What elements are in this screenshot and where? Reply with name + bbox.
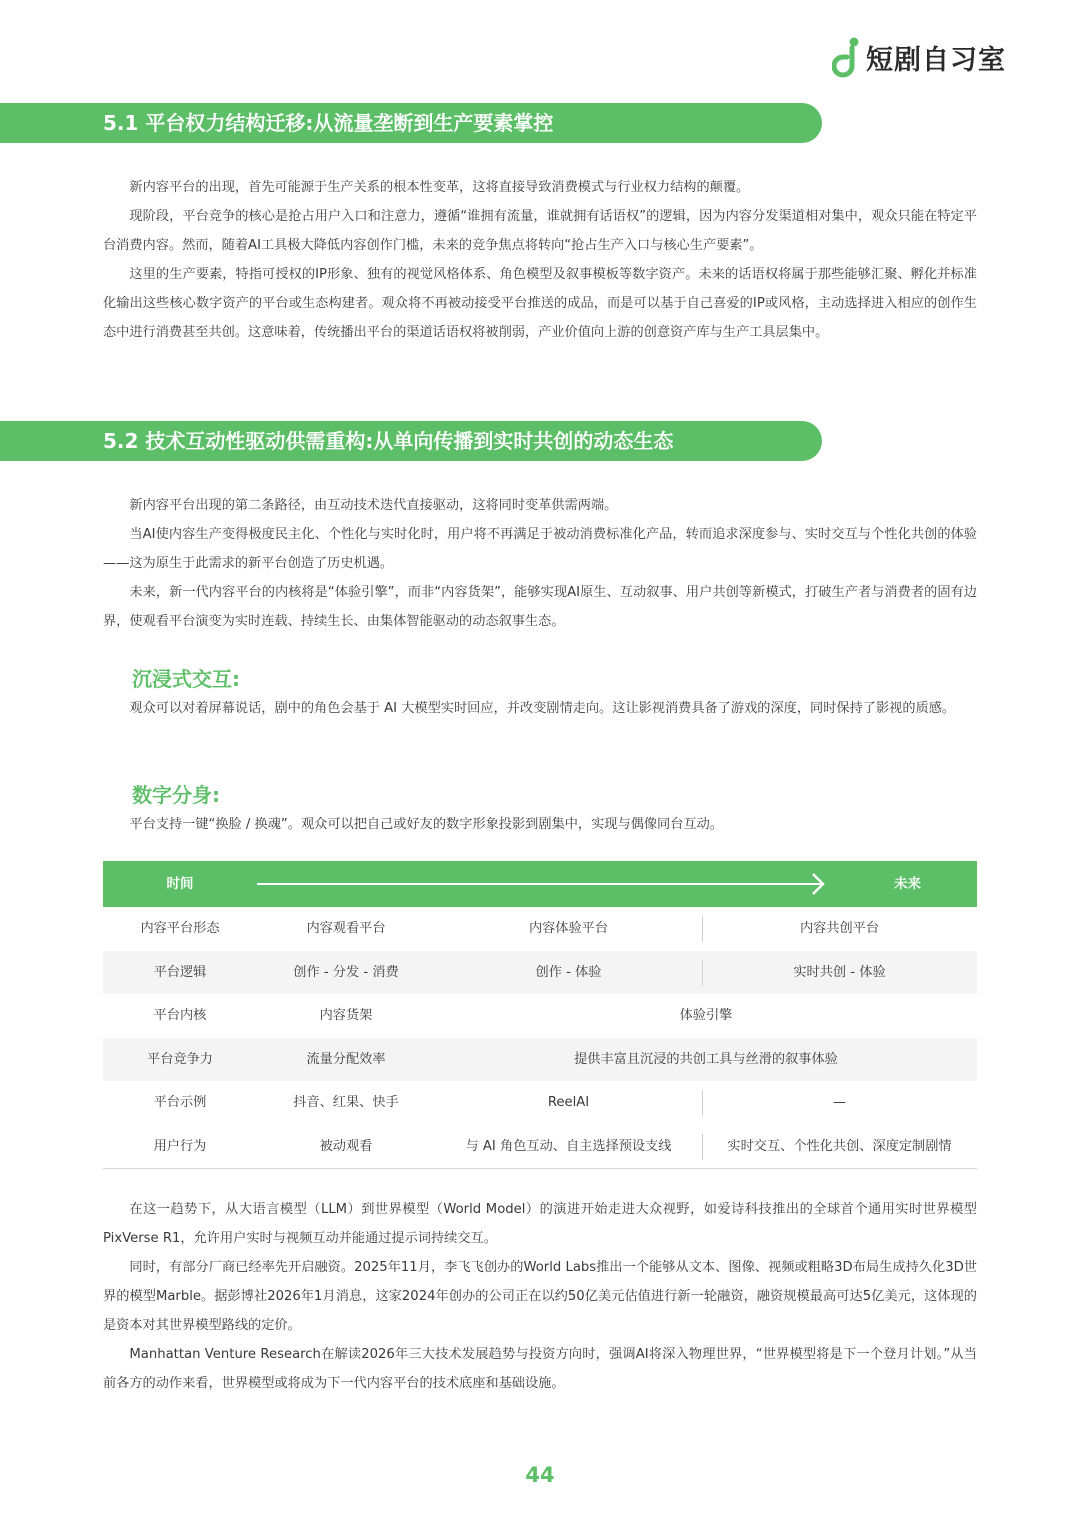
table-cell: 内容体验平台: [528, 921, 609, 936]
table-cell: 实时交互、个性化共创、深度定制剧情: [727, 1138, 952, 1154]
paragraph: 观众可以对着屏幕说话，剧中的角色会基于 AI 大模型实时回应，并改变剧情走向。这让影视消费具备了游戏的深度，同时保持了影视的质感。: [129, 701, 956, 716]
row-label: 平台示例: [153, 1095, 207, 1110]
logo-mark-icon: [832, 36, 860, 78]
paragraph: Manhattan Venture Research在解读2026年三大技术发展趋势与投资方向时，强调AI将深入物理世界，“世界模型将是下一个登月计划。”从当前各方的动作来看，世界模型或将成为下一代内容平台的技术底座和基础设施。: [103, 1347, 977, 1391]
header-future: 未来: [894, 876, 921, 892]
row-label: 平台竞争力: [147, 1051, 213, 1067]
paragraph: 这里的生产要素，特指可授权的IP形象、独有的视觉风格体系、角色模型及叙事模板等数字资产。未来的话语权将属于那些能够汇聚、孵化并标准化输出这些核心数字资产的平台或生态构建者。观众将不再被动接受平台推送的成品，而是可以基于自己喜爱的IP或风格，主动选择进入相应的创作生态中进行消费甚至共创。这意味着，传统播出平台的渠道话语权将被削弱，产业价值向上游的创意资产库与生产工具层集中。: [103, 267, 977, 340]
paragraph: 新内容平台出现的第二条路径，由互动技术迭代直接驱动，这将同时变革供需两端。: [129, 498, 618, 513]
paragraph: 在这一趋势下，从大语言模型（LLM）到世界模型（World Model）的演进开始走进大众视野，如爱诗科技推出的全球首个通用实时世界模型PixVerse R1，允许用户实时与视频互动并能通过提示词持续交互。: [103, 1202, 977, 1246]
section-title-5-1: 5.1 平台权力结构迁移:从流量垄断到生产要素掌控: [0, 103, 822, 143]
row-label: 平台逻辑: [153, 964, 207, 980]
table-row: [103, 994, 977, 1038]
table-row: [103, 1038, 977, 1082]
table-cell: 提供丰富且沉浸的共创工具与丝滑的叙事体验: [574, 1051, 838, 1067]
table-cell: 体验引擎: [679, 1008, 733, 1023]
table-cell: —: [832, 1095, 847, 1110]
row-label: 用户行为: [153, 1138, 207, 1154]
digital-avatar-heading: 数字分身:: [132, 783, 220, 807]
table-cell: 抖音、红果、快手: [293, 1095, 399, 1110]
page-number: 44: [525, 1463, 555, 1487]
paragraph: 同时，有部分厂商已经率先开启融资。2025年11月，李飞飞创办的World Labs推出一个能够从文本、图像、视频或粗略3D布局生成持久化3D世界的模型Marble。据彭博社2026年1月消息，这家2024年创办的公司正在以约50亿美元估值进行新一轮融资，融资规模最高可达5亿美元，这体现的是资本对其世界模型路线的定价。: [103, 1260, 977, 1333]
digital-avatar-body: [103, 810, 977, 839]
table-cell: 流量分配效率: [306, 1051, 386, 1067]
paragraph: 新内容平台的出现，首先可能源于生产关系的根本性变革，这将直接导致消费模式与行业权力结构的颠覆。: [129, 180, 750, 195]
table-cell: 创作 - 分发 - 消费: [293, 964, 399, 980]
paragraph: 平台支持一键“换脸 / 换魂”。观众可以把自己或好友的数字形象投影到剧集中，实现与偶像同台互动。: [129, 817, 723, 832]
table-cell: 内容共创平台: [799, 921, 880, 936]
table-cell: 与 AI 角色互动、自主选择预设支线: [465, 1138, 672, 1154]
immersive-body: [103, 694, 977, 723]
table-cell: 被动观看: [319, 1138, 373, 1154]
table-cell: 内容货架: [319, 1008, 373, 1023]
section-title-5-2: 5.2 技术互动性驱动供需重构:从单向传播到实时共创的动态生态: [0, 421, 822, 461]
platform-evolution-table: [103, 861, 977, 1169]
brand-logo: [832, 36, 1006, 78]
table-cell: 实时共创 - 体验: [793, 964, 886, 980]
table-row: [103, 1081, 977, 1125]
timeline-arrow-icon: [257, 871, 827, 897]
row-label: 平台内核: [153, 1008, 207, 1023]
logo-text: 短剧自习室: [866, 44, 1006, 76]
section-5-2-body: [103, 491, 977, 636]
row-label: 内容平台形态: [140, 921, 220, 936]
paragraph: 当AI使内容生产变得极度民主化、个性化与实时化时，用户将不再满足于被动消费标准化产品，转而追求深度参与、实时交互与个性化共创的体验——这为原生于此需求的新平台创造了历史机遇。: [103, 527, 977, 571]
table-row: [103, 1125, 977, 1169]
table-cell: 内容观看平台: [306, 921, 386, 936]
table-header: [103, 861, 977, 907]
closing-body: [103, 1195, 977, 1398]
section-5-1-body: [103, 173, 977, 347]
table-bottom-rule: [103, 1168, 977, 1169]
table-cell: 创作 - 体验: [535, 964, 602, 980]
table-row: [103, 907, 977, 951]
paragraph: 现阶段，平台竞争的核心是抢占用户入口和注意力，遵循“谁拥有流量，谁就拥有话语权”的逻辑，因为内容分发渠道相对集中，观众只能在特定平台消费内容。然而，随着AI工具极大降低内容创作门槛，未来的竞争焦点将转向“抢占生产入口与核心生产要素”。: [103, 209, 977, 253]
table-row: [103, 951, 977, 995]
table-cell: ReelAI: [547, 1095, 590, 1110]
paragraph: 未来，新一代内容平台的内核将是“体验引擎”，而非“内容货架”，能够实现AI原生、互动叙事、用户共创等新模式，打破生产者与消费者的固有边界，使观看平台演变为实时连载、持续生长、由集体智能驱动的动态叙事生态。: [103, 585, 977, 629]
header-time: 时间: [166, 876, 194, 892]
immersive-heading: 沉浸式交互:: [132, 667, 240, 691]
